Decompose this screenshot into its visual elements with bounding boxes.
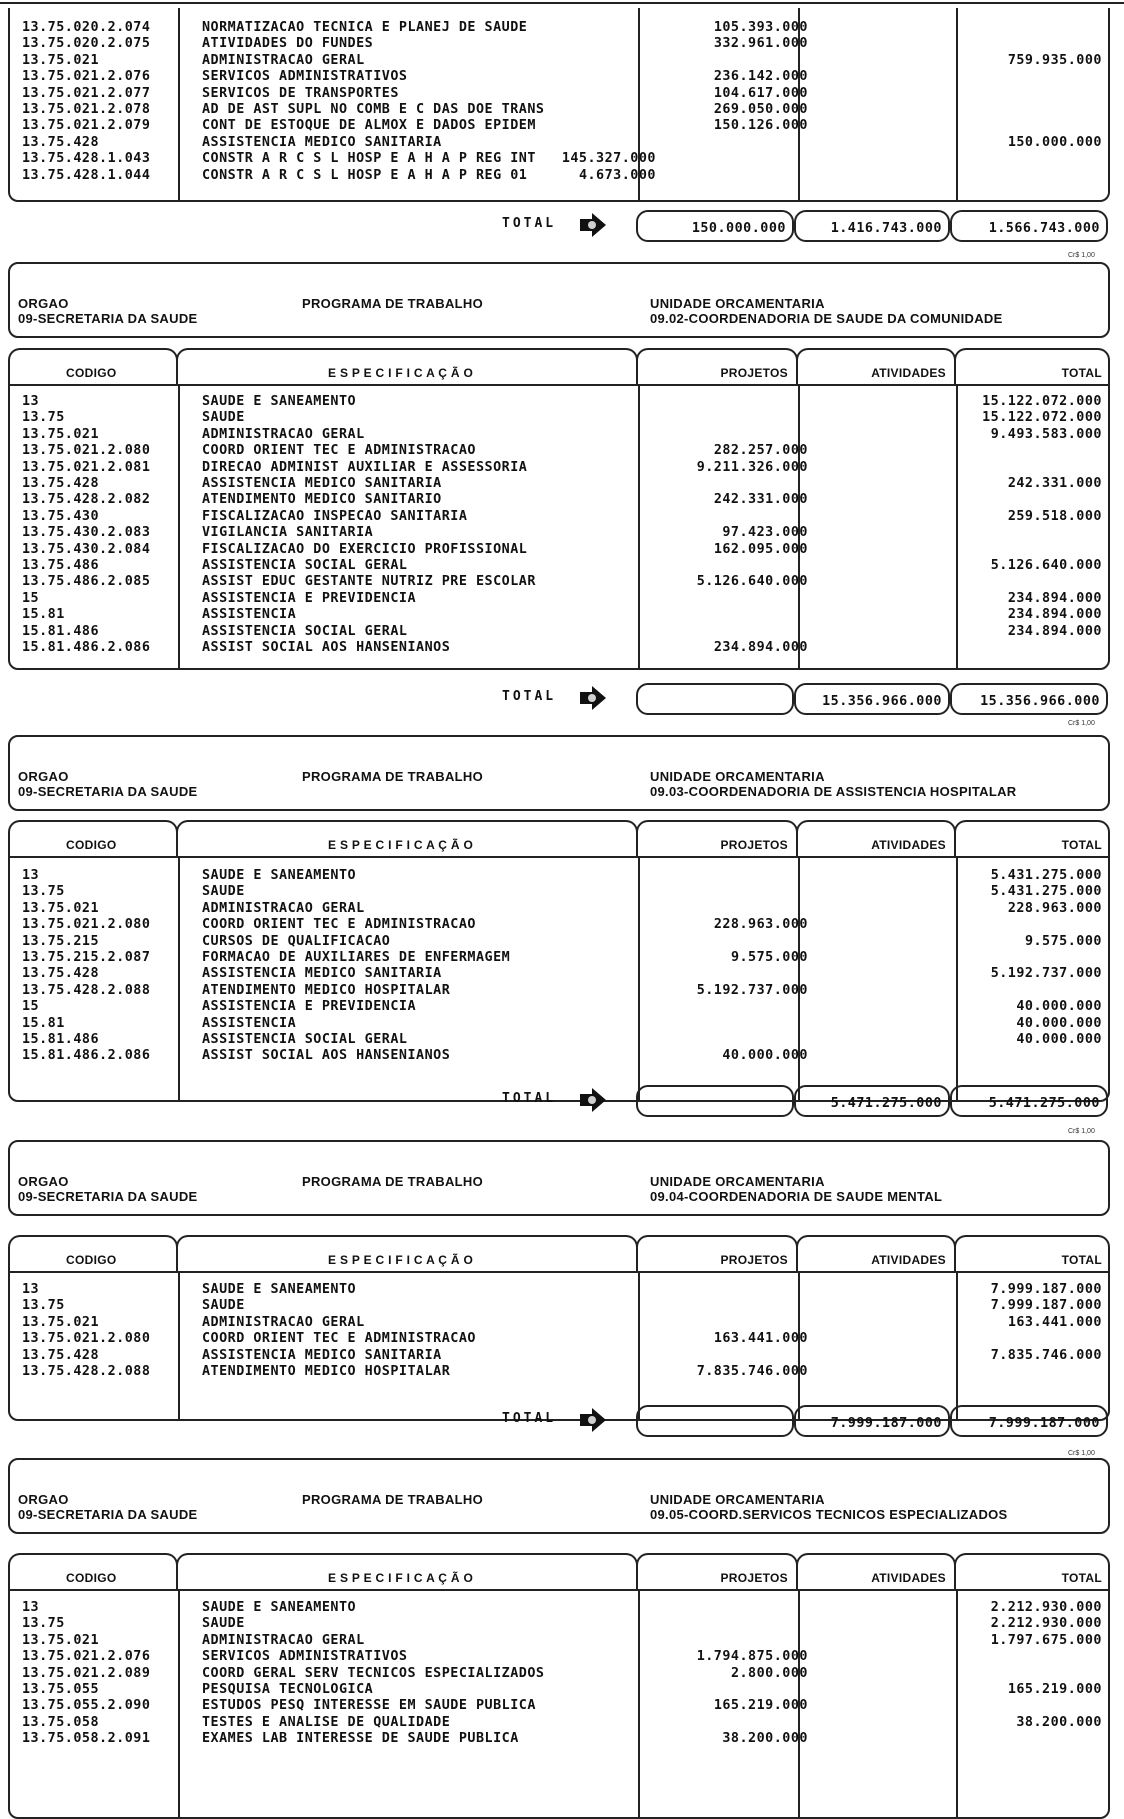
row-codigo: 13.75.428 bbox=[22, 1347, 100, 1363]
table-row bbox=[10, 1298, 1108, 1314]
row-codigo: 13.75.021.2.076 bbox=[22, 1649, 151, 1665]
total-total-box: 15.356.966.000 bbox=[950, 683, 1108, 715]
row-especificacao: SAUDE E SANEAMENTO bbox=[202, 1282, 357, 1297]
table-row bbox=[10, 1600, 1108, 1616]
total-total-box: 5.471.275.000 bbox=[950, 1085, 1108, 1117]
row-especificacao: ASSISTENCIA MEDICO SANITARIA bbox=[202, 134, 442, 150]
row-codigo: 13.75.486 bbox=[22, 558, 100, 573]
row-atividades: 242.331.000 bbox=[713, 492, 808, 508]
row-total: 2.212.930.000 bbox=[990, 1600, 1102, 1615]
row-especificacao: ADMINISTRACAO GERAL bbox=[202, 1632, 365, 1648]
row-especificacao: ADMINISTRACAO GERAL bbox=[202, 900, 365, 916]
row-especificacao: SERVICOS ADMINISTRATIVOS bbox=[202, 1649, 408, 1665]
programa-label: PROGRAMA DE TRABALHO bbox=[302, 1174, 484, 1189]
section-header-box bbox=[8, 262, 1110, 338]
total-projetos-box bbox=[636, 1085, 794, 1117]
row-codigo: 13.75.021.2.080 bbox=[22, 917, 151, 933]
row-especificacao: ATENDIMENTO MEDICO HOSPITALAR bbox=[202, 1364, 451, 1379]
row-especificacao: DIRECAO ADMINIST AUXILIAR E ASSESSORIA bbox=[202, 459, 528, 475]
row-especificacao: ATIVIDADES DO FUNDES bbox=[202, 36, 374, 52]
row-total: 759.935.000 bbox=[1007, 52, 1102, 68]
col-header-especificacao: E S P E C I F I C A Ç Ã O bbox=[176, 1235, 638, 1271]
budget-table bbox=[8, 1553, 1110, 1819]
table-row bbox=[10, 443, 1108, 459]
row-codigo: 13.75.055.2.090 bbox=[22, 1698, 151, 1714]
row-especificacao: AD DE AST SUPL NO COMB E C DAS DOE TRANS bbox=[202, 102, 545, 117]
row-total: 165.219.000 bbox=[1007, 1682, 1102, 1697]
orgao-label: ORGAO bbox=[18, 1492, 69, 1507]
col-header-projetos: PROJETOS bbox=[636, 1553, 798, 1589]
table-row bbox=[10, 53, 1108, 69]
row-total: 5.192.737.000 bbox=[990, 966, 1102, 982]
row-atividades: 282.257.000 bbox=[713, 443, 808, 459]
row-especificacao: FORMACAO DE AUXILIARES DE ENFERMAGEM bbox=[202, 950, 511, 965]
orgao-label: ORGAO bbox=[18, 1174, 69, 1189]
budget-table bbox=[8, 348, 1110, 670]
total-label: TOTAL bbox=[502, 1411, 557, 1426]
table-row bbox=[10, 1364, 1108, 1380]
row-codigo: 13.75.058.2.091 bbox=[22, 1731, 151, 1747]
row-codigo: 13.75.021.2.079 bbox=[22, 118, 151, 134]
unidade-value: 09.04-COORDENADORIA DE SAUDE MENTAL bbox=[650, 1189, 943, 1204]
arrow-right-icon bbox=[578, 685, 608, 711]
row-especificacao: COORD GERAL SERV TECNICOS ESPECIALIZADOS bbox=[202, 1665, 545, 1681]
total-projetos-box: 150.000.000 bbox=[636, 210, 794, 242]
row-codigo: 13.75.428 bbox=[22, 134, 100, 150]
table-row bbox=[10, 1698, 1108, 1714]
row-atividades: 165.219.000 bbox=[713, 1698, 808, 1714]
total-label: TOTAL bbox=[502, 689, 557, 704]
table-row bbox=[10, 607, 1108, 623]
table-row bbox=[10, 640, 1108, 656]
table-row bbox=[10, 1666, 1108, 1682]
row-especificacao: ADMINISTRACAO GERAL bbox=[202, 426, 365, 442]
table-row bbox=[10, 1682, 1108, 1698]
table-row bbox=[10, 934, 1108, 950]
table-row bbox=[10, 1633, 1108, 1649]
row-codigo: 13.75.428.1.043 bbox=[22, 151, 151, 167]
row-atividades: 104.617.000 bbox=[713, 85, 808, 101]
total-total-box: 7.999.187.000 bbox=[950, 1405, 1108, 1437]
total-atividades-box: 15.356.966.000 bbox=[794, 683, 950, 715]
table-row bbox=[10, 525, 1108, 541]
table-row bbox=[10, 476, 1108, 492]
row-total: 7.999.187.000 bbox=[990, 1298, 1102, 1314]
table-row bbox=[10, 20, 1108, 36]
table-row bbox=[10, 868, 1108, 884]
row-especificacao: ASSISTENCIA SOCIAL GERAL bbox=[202, 1032, 408, 1047]
row-codigo: 13.75.021.2.089 bbox=[22, 1665, 151, 1681]
row-especificacao: COORD ORIENT TEC E ADMINISTRACAO bbox=[202, 1331, 476, 1347]
row-codigo: 13 bbox=[22, 1282, 40, 1297]
row-codigo: 13.75.021 bbox=[22, 1632, 100, 1648]
orgao-value: 09-SECRETARIA DA SAUDE bbox=[18, 311, 198, 326]
row-atividades: 105.393.000 bbox=[713, 20, 808, 35]
arrow-right-icon bbox=[578, 1087, 608, 1113]
row-atividades: 269.050.000 bbox=[713, 102, 808, 117]
row-codigo: 15.81.486 bbox=[22, 1032, 100, 1047]
row-codigo: 15.81.486.2.086 bbox=[22, 1048, 151, 1064]
row-atividades: 5.192.737.000 bbox=[696, 982, 808, 998]
unidade-label: UNIDADE ORCAMENTARIA bbox=[650, 296, 825, 311]
programa-label: PROGRAMA DE TRABALHO bbox=[302, 1492, 484, 1507]
unidade-value: 09.02-COORDENADORIA DE SAUDE DA COMUNIDADE bbox=[650, 311, 1003, 326]
table-row bbox=[10, 135, 1108, 151]
table-row bbox=[10, 574, 1108, 590]
row-atividades: 5.126.640.000 bbox=[696, 574, 808, 590]
currency-unit-label: Cr$ 1,00 bbox=[1068, 1128, 1095, 1135]
row-especificacao: FISCALIZACAO INSPECAO SANITARIA bbox=[202, 508, 468, 524]
col-header-projetos: PROJETOS bbox=[636, 348, 798, 384]
col-header-atividades: ATIVIDADES bbox=[796, 1235, 956, 1271]
total-atividades-box: 7.999.187.000 bbox=[794, 1405, 950, 1437]
currency-unit-label: Cr$ 1,00 bbox=[1068, 1450, 1095, 1457]
row-codigo: 13.75.486.2.085 bbox=[22, 574, 151, 590]
row-codigo: 13.75.021.2.081 bbox=[22, 459, 151, 475]
total-total-box: 1.566.743.000 bbox=[950, 210, 1108, 242]
arrow-right-icon bbox=[578, 212, 608, 238]
row-atividades: 2.800.000 bbox=[730, 1665, 808, 1681]
row-especificacao: ASSISTENCIA MEDICO SANITARIA bbox=[202, 476, 442, 491]
row-total: 1.797.675.000 bbox=[990, 1632, 1102, 1648]
col-header-total: TOTAL bbox=[954, 1553, 1110, 1589]
row-codigo: 13.75.430.2.084 bbox=[22, 541, 151, 557]
row-total: 228.963.000 bbox=[1007, 900, 1102, 916]
row-atividades: 162.095.000 bbox=[713, 541, 808, 557]
row-codigo: 13.75.021.2.080 bbox=[22, 1331, 151, 1347]
row-especificacao: ASSISTENCIA E PREVIDENCIA bbox=[202, 999, 417, 1015]
row-codigo: 13.75 bbox=[22, 410, 65, 426]
total-label: TOTAL bbox=[502, 216, 557, 231]
row-codigo: 13.75.021.2.076 bbox=[22, 69, 151, 85]
unidade-label: UNIDADE ORCAMENTARIA bbox=[650, 1174, 825, 1189]
col-header-atividades: ATIVIDADES bbox=[796, 348, 956, 384]
col-header-especificacao: E S P E C I F I C A Ç Ã O bbox=[176, 348, 638, 384]
section-header-box bbox=[8, 1458, 1110, 1534]
table-row bbox=[10, 1331, 1108, 1347]
col-header-codigo: CODIGO bbox=[8, 820, 178, 856]
row-total: 7.999.187.000 bbox=[990, 1282, 1102, 1297]
table-row bbox=[10, 950, 1108, 966]
row-especificacao: ASSISTENCIA SOCIAL GERAL bbox=[202, 558, 408, 573]
row-especificacao: SAUDE bbox=[202, 1298, 245, 1314]
table-row bbox=[10, 1731, 1108, 1747]
budget-table bbox=[8, 1235, 1110, 1421]
table-row bbox=[10, 36, 1108, 52]
row-codigo: 13 bbox=[22, 868, 40, 883]
row-especificacao: ASSISTENCIA E PREVIDENCIA bbox=[202, 590, 417, 606]
budget-table bbox=[8, 820, 1110, 1102]
row-especificacao: ASSIST SOCIAL AOS HANSENIANOS bbox=[202, 1048, 451, 1064]
row-especificacao: ATENDIMENTO MEDICO SANITARIO bbox=[202, 492, 442, 508]
total-projetos-box bbox=[636, 1405, 794, 1437]
row-total: 234.894.000 bbox=[1007, 623, 1102, 639]
row-especificacao: ASSISTENCIA bbox=[202, 607, 297, 623]
row-especificacao: SERVICOS ADMINISTRATIVOS bbox=[202, 69, 408, 85]
row-atividades: 1.794.875.000 bbox=[696, 1649, 808, 1665]
unidade-value: 09.05-COORD.SERVICOS TECNICOS ESPECIALIZADOS bbox=[650, 1507, 1008, 1522]
table-row bbox=[10, 901, 1108, 917]
row-codigo: 13.75 bbox=[22, 1616, 65, 1632]
row-especificacao: SAUDE bbox=[202, 884, 245, 900]
row-total: 9.575.000 bbox=[1024, 933, 1102, 949]
table-row bbox=[10, 999, 1108, 1015]
budget-table bbox=[8, 0, 1110, 202]
table-row bbox=[10, 1282, 1108, 1298]
row-especificacao: VIGILANCIA SANITARIA bbox=[202, 525, 374, 541]
col-header-atividades: ATIVIDADES bbox=[796, 1553, 956, 1589]
row-especificacao: COORD ORIENT TEC E ADMINISTRACAO bbox=[202, 443, 476, 459]
table-header bbox=[8, 1553, 1110, 1589]
row-codigo: 13.75.428.2.088 bbox=[22, 982, 151, 998]
table-row bbox=[10, 394, 1108, 410]
row-especificacao: ASSISTENCIA SOCIAL GERAL bbox=[202, 623, 408, 639]
row-codigo: 13.75.428.1.044 bbox=[22, 167, 151, 183]
row-codigo: 13 bbox=[22, 1600, 40, 1615]
row-total: 40.000.000 bbox=[1016, 999, 1102, 1015]
table-header bbox=[8, 820, 1110, 856]
row-total: 7.835.746.000 bbox=[990, 1347, 1102, 1363]
row-especificacao: CONSTR A R C S L HOSP E A H A P REG INT bbox=[202, 151, 536, 167]
row-atividades: 40.000.000 bbox=[722, 1048, 808, 1064]
row-especificacao: ASSIST EDUC GESTANTE NUTRIZ PRE ESCOLAR bbox=[202, 574, 536, 590]
table-row bbox=[10, 1715, 1108, 1731]
row-atividades: 234.894.000 bbox=[713, 640, 808, 655]
row-codigo: 13.75.430 bbox=[22, 508, 100, 524]
row-atividades: 97.423.000 bbox=[722, 525, 808, 541]
programa-label: PROGRAMA DE TRABALHO bbox=[302, 296, 484, 311]
row-atividades: 9.211.326.000 bbox=[696, 459, 808, 475]
row-codigo: 13.75.428 bbox=[22, 966, 100, 982]
row-especificacao: FISCALIZACAO DO EXERCICIO PROFISSIONAL bbox=[202, 541, 528, 557]
row-codigo: 13.75.021 bbox=[22, 900, 100, 916]
row-codigo: 13.75.021.2.077 bbox=[22, 85, 151, 101]
row-atividades: 163.441.000 bbox=[713, 1331, 808, 1347]
row-atividades: 150.126.000 bbox=[713, 118, 808, 134]
row-codigo: 13.75.055 bbox=[22, 1682, 100, 1697]
table-row bbox=[10, 983, 1108, 999]
table-row bbox=[10, 492, 1108, 508]
row-codigo: 13.75.021 bbox=[22, 52, 100, 68]
col-header-total: TOTAL bbox=[954, 348, 1110, 384]
row-total: 242.331.000 bbox=[1007, 476, 1102, 491]
row-especificacao: SAUDE bbox=[202, 1616, 245, 1632]
table-header bbox=[8, 1235, 1110, 1271]
row-codigo: 13.75.058 bbox=[22, 1714, 100, 1730]
row-codigo: 13.75.428 bbox=[22, 476, 100, 491]
table-row bbox=[10, 591, 1108, 607]
row-total: 38.200.000 bbox=[1016, 1714, 1102, 1730]
row-especificacao: COORD ORIENT TEC E ADMINISTRACAO bbox=[202, 917, 476, 933]
table-row bbox=[10, 151, 1108, 167]
row-codigo: 13.75 bbox=[22, 1298, 65, 1314]
row-atividades: 9.575.000 bbox=[730, 950, 808, 965]
total-atividades-box: 5.471.275.000 bbox=[794, 1085, 950, 1117]
row-especificacao: CURSOS DE QUALIFICACAO bbox=[202, 933, 391, 949]
total-label: TOTAL bbox=[502, 1091, 557, 1106]
row-especificacao: ADMINISTRACAO GERAL bbox=[202, 52, 365, 68]
row-especificacao: SAUDE E SANEAMENTO bbox=[202, 1600, 357, 1615]
table-row bbox=[10, 118, 1108, 134]
row-especificacao: ESTUDOS PESQ INTERESSE EM SAUDE PUBLICA bbox=[202, 1698, 536, 1714]
row-projetos: 4.673.000 bbox=[578, 167, 656, 183]
row-codigo: 13.75.215 bbox=[22, 933, 100, 949]
row-total: 2.212.930.000 bbox=[990, 1616, 1102, 1632]
row-especificacao: NORMATIZACAO TECNICA E PLANEJ DE SAUDE bbox=[202, 20, 528, 35]
col-header-total: TOTAL bbox=[954, 820, 1110, 856]
currency-unit-label: Cr$ 1,00 bbox=[1068, 720, 1095, 727]
row-total: 234.894.000 bbox=[1007, 590, 1102, 606]
row-codigo: 13.75.428.2.082 bbox=[22, 492, 151, 508]
table-row bbox=[10, 1016, 1108, 1032]
orgao-label: ORGAO bbox=[18, 296, 69, 311]
table-row bbox=[10, 558, 1108, 574]
table-row bbox=[10, 966, 1108, 982]
row-codigo: 13 bbox=[22, 394, 40, 409]
table-body bbox=[8, 1589, 1110, 1819]
total-projetos-box bbox=[636, 683, 794, 715]
row-total: 15.122.072.000 bbox=[982, 410, 1102, 426]
row-total: 15.122.072.000 bbox=[982, 394, 1102, 409]
row-especificacao: CONSTR A R C S L HOSP E A H A P REG 01 bbox=[202, 167, 528, 183]
table-body bbox=[8, 384, 1110, 670]
unidade-label: UNIDADE ORCAMENTARIA bbox=[650, 1492, 825, 1507]
col-header-projetos: PROJETOS bbox=[636, 1235, 798, 1271]
row-codigo: 13.75.021.2.080 bbox=[22, 443, 151, 459]
row-total: 259.518.000 bbox=[1007, 508, 1102, 524]
row-especificacao: ASSIST SOCIAL AOS HANSENIANOS bbox=[202, 640, 451, 655]
col-header-especificacao: E S P E C I F I C A Ç Ã O bbox=[176, 1553, 638, 1589]
orgao-value: 09-SECRETARIA DA SAUDE bbox=[18, 784, 198, 799]
orgao-value: 09-SECRETARIA DA SAUDE bbox=[18, 1189, 198, 1204]
row-total: 9.493.583.000 bbox=[990, 426, 1102, 442]
table-row bbox=[10, 1315, 1108, 1331]
table-row bbox=[10, 542, 1108, 558]
table-row bbox=[10, 1649, 1108, 1665]
table-body bbox=[8, 8, 1110, 202]
row-especificacao: SAUDE E SANEAMENTO bbox=[202, 394, 357, 409]
row-total: 150.000.000 bbox=[1007, 134, 1102, 150]
table-row bbox=[10, 410, 1108, 426]
table-row bbox=[10, 1348, 1108, 1364]
table-row bbox=[10, 427, 1108, 443]
row-especificacao: ASSISTENCIA MEDICO SANITARIA bbox=[202, 1347, 442, 1363]
row-especificacao: ASSISTENCIA bbox=[202, 1015, 297, 1031]
table-row bbox=[10, 624, 1108, 640]
arrow-right-icon bbox=[578, 1407, 608, 1433]
row-especificacao: PESQUISA TECNOLOGICA bbox=[202, 1682, 374, 1697]
row-total: 40.000.000 bbox=[1016, 1032, 1102, 1047]
programa-label: PROGRAMA DE TRABALHO bbox=[302, 769, 484, 784]
col-header-codigo: CODIGO bbox=[8, 1235, 178, 1271]
table-row bbox=[10, 509, 1108, 525]
section-header-box bbox=[8, 735, 1110, 811]
row-codigo: 15 bbox=[22, 999, 40, 1015]
row-codigo: 13.75.020.2.074 bbox=[22, 20, 151, 35]
row-especificacao: TESTES E ANALISE DE QUALIDADE bbox=[202, 1714, 451, 1730]
table-row bbox=[10, 460, 1108, 476]
unidade-value: 09.03-COORDENADORIA DE ASSISTENCIA HOSPITALAR bbox=[650, 784, 1017, 799]
table-row bbox=[10, 1048, 1108, 1064]
unidade-label: UNIDADE ORCAMENTARIA bbox=[650, 769, 825, 784]
col-header-projetos: PROJETOS bbox=[636, 820, 798, 856]
row-projetos: 145.327.000 bbox=[561, 151, 656, 167]
table-body bbox=[8, 1271, 1110, 1421]
table-row bbox=[10, 884, 1108, 900]
row-total: 5.431.275.000 bbox=[990, 868, 1102, 883]
row-total: 5.126.640.000 bbox=[990, 558, 1102, 573]
col-header-especificacao: E S P E C I F I C A Ç Ã O bbox=[176, 820, 638, 856]
row-total: 234.894.000 bbox=[1007, 607, 1102, 623]
row-codigo: 15.81 bbox=[22, 1015, 65, 1031]
row-codigo: 15.81 bbox=[22, 607, 65, 623]
table-row bbox=[10, 1032, 1108, 1048]
row-atividades: 332.961.000 bbox=[713, 36, 808, 52]
row-atividades: 236.142.000 bbox=[713, 69, 808, 85]
row-codigo: 13.75.021 bbox=[22, 426, 100, 442]
orgao-label: ORGAO bbox=[18, 769, 69, 784]
currency-unit-label: Cr$ 1,00 bbox=[1068, 252, 1095, 259]
row-codigo: 13.75.021 bbox=[22, 1314, 100, 1330]
row-total: 5.431.275.000 bbox=[990, 884, 1102, 900]
row-codigo: 13.75.020.2.075 bbox=[22, 36, 151, 52]
row-especificacao: CONT DE ESTOQUE DE ALMOX E DADOS EPIDEM bbox=[202, 118, 536, 134]
table-row bbox=[10, 69, 1108, 85]
row-atividades: 7.835.746.000 bbox=[696, 1364, 808, 1379]
row-codigo: 15.81.486 bbox=[22, 623, 100, 639]
row-especificacao: SAUDE E SANEAMENTO bbox=[202, 868, 357, 883]
row-especificacao: SAUDE bbox=[202, 410, 245, 426]
col-header-atividades: ATIVIDADES bbox=[796, 820, 956, 856]
table-row bbox=[10, 917, 1108, 933]
row-especificacao: EXAMES LAB INTERESSE DE SAUDE PUBLICA bbox=[202, 1731, 519, 1747]
row-especificacao: ASSISTENCIA MEDICO SANITARIA bbox=[202, 966, 442, 982]
table-row bbox=[10, 86, 1108, 102]
row-total: 163.441.000 bbox=[1007, 1314, 1102, 1330]
row-total: 40.000.000 bbox=[1016, 1015, 1102, 1031]
table-body bbox=[8, 856, 1110, 1102]
col-header-codigo: CODIGO bbox=[8, 1553, 178, 1589]
table-row bbox=[10, 1616, 1108, 1632]
total-atividades-box: 1.416.743.000 bbox=[794, 210, 950, 242]
row-atividades: 228.963.000 bbox=[713, 917, 808, 933]
row-atividades: 38.200.000 bbox=[722, 1731, 808, 1747]
row-codigo: 13.75 bbox=[22, 884, 65, 900]
table-row bbox=[10, 102, 1108, 118]
table-header bbox=[8, 348, 1110, 384]
row-codigo: 13.75.215.2.087 bbox=[22, 950, 151, 965]
table-row bbox=[10, 168, 1108, 184]
row-codigo: 13.75.428.2.088 bbox=[22, 1364, 151, 1379]
row-especificacao: SERVICOS DE TRANSPORTES bbox=[202, 85, 399, 101]
col-header-codigo: CODIGO bbox=[8, 348, 178, 384]
section-header-box bbox=[8, 1140, 1110, 1216]
row-especificacao: ADMINISTRACAO GERAL bbox=[202, 1314, 365, 1330]
orgao-value: 09-SECRETARIA DA SAUDE bbox=[18, 1507, 198, 1522]
row-codigo: 15 bbox=[22, 590, 40, 606]
col-header-total: TOTAL bbox=[954, 1235, 1110, 1271]
row-especificacao: ATENDIMENTO MEDICO HOSPITALAR bbox=[202, 982, 451, 998]
row-codigo: 13.75.430.2.083 bbox=[22, 525, 151, 541]
row-codigo: 15.81.486.2.086 bbox=[22, 640, 151, 655]
row-codigo: 13.75.021.2.078 bbox=[22, 102, 151, 117]
